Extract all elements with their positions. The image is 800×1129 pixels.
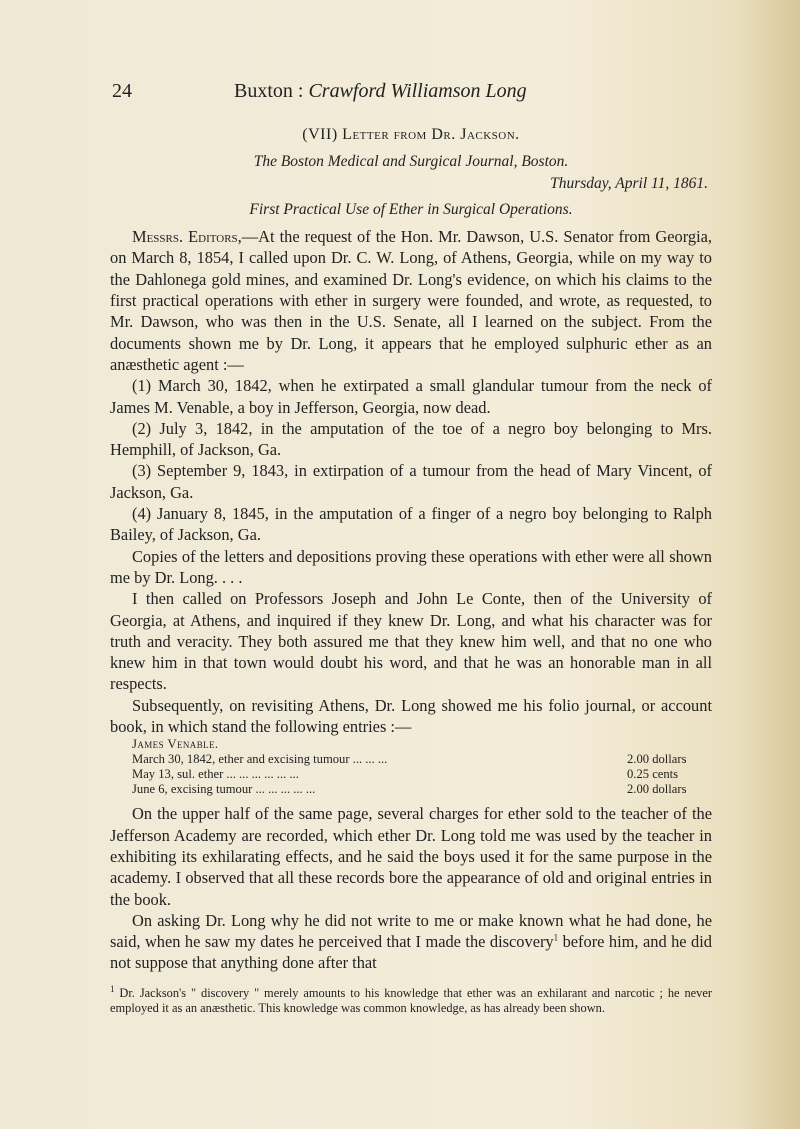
section-number: (VII) (302, 126, 338, 143)
paragraph (110, 910, 712, 974)
paragraph: (3) September 9, 1843, in extirpation of a tumour from the head of Mary Vincent, of Jackson, Ga. (110, 461, 712, 502)
paragraph: (4) January 8, 1845, in the amputation of a finger of a negro boy belonging to Ralph Bailey, of Jackson, Ga. (110, 504, 712, 545)
entry-amount: 2.00 dollars (627, 752, 687, 767)
paragraph: (2) July 3, 1842, in the amputation of the toe of a negro boy belonging to Mrs. Hemphill, of Jackson, Ga. (110, 418, 712, 460)
footnote-mark: 1 (110, 983, 115, 994)
account-entry (132, 782, 697, 797)
account-entry (132, 767, 697, 782)
paragraph: (1) March 30, 1842, when he extirpated a small glandular tumour from the neck of James M. Venable, a boy in Jefferson, Georgia, now dead. (110, 376, 712, 417)
page-number: 24 (112, 80, 132, 102)
footnote (110, 982, 712, 1017)
paragraph-text: On asking Dr. Long why he did not write to me or make known what he had done, he said, when he saw my dates he perceived that I made the discovery (110, 910, 712, 952)
account-book-entries (132, 737, 697, 797)
entry-amount: 2.00 dollars (627, 782, 687, 797)
entry-amount: 0.25 cents (627, 767, 679, 782)
running-head-title: Crawford Williamson Long (308, 80, 527, 102)
paragraph: Copies of the letters and depositions proving these operations with ether were all shown me by Dr. Long. . . . (110, 546, 712, 587)
entry-description: March 30, 1842, ether and excising tumour ... ... ... (132, 752, 388, 767)
paragraph: On the upper half of the same page, several charges for ether sold to the teacher of the Jefferson Academy are recorded, which ether Dr. Long told me was used by the teacher in exhibiting its exhilarating effects, and he said the boys used it for the same purpose in the academy. I observed that all these records bore the appearance of old and original entries in the book. (110, 804, 712, 909)
entry-description: May 13, sul. ether ... ... ... ... ... ... (132, 767, 299, 782)
footnote-text: Dr. Jackson's " discovery " merely amounts to his knowledge that ether was an exhilarant and narcotic ; he never employed it as an anæsthetic. This knowledge was common knowledge, as has already been shown. (110, 985, 712, 1016)
footnote-reference[interactable]: 1 (553, 932, 559, 943)
journal-name: The Boston Medical and Surgical Journal, Boston. (253, 153, 569, 171)
page-body (110, 124, 712, 1016)
section-title (110, 124, 712, 145)
salutation: Messrs. Editors, (132, 227, 242, 247)
paragraph: Subsequently, on revisiting Athens, Dr. Long showed me his folio journal, or account book, in which stand the following entries :— (110, 695, 712, 737)
running-header (112, 80, 712, 108)
section-heading: Letter from Dr. Jackson. (342, 126, 520, 143)
running-head (234, 80, 527, 103)
account-entry (132, 752, 697, 767)
paragraph (110, 226, 712, 375)
account-heading: James Venable. (132, 737, 219, 752)
dateline: Thursday, April 11, 1861. (550, 174, 708, 192)
article-subtitle: First Practical Use of Ether in Surgical Operations. (249, 200, 573, 218)
paragraph: I then called on Professors Joseph and John Le Conte, then of the University of Georgia, at Athens, and inquired if they knew Dr. Long, and what his character was for truth and veracity. They both assured me that they knew him well, and that no one who knew him in that town would doubt his word, and that he was an honorable man in all respects. (110, 589, 712, 694)
paragraph-text: —At the request of the Hon. Mr. Dawson, U.S. Senator from Georgia, on March 8, 1854, I called upon Dr. C. W. Long, of Athens, Georgia, while on my way to the Dahlonega gold mines, and examined Dr. Long's evidence, on which his claims to the first practical operations with ether in surgery were founded, and wrote, as requested, to Mr. Dawson, who was then in the U.S. Senate, all I learned on the subject. From the documents shown me by Dr. Long, it appears that he employed sulphuric ether as an anæsthetic agent :— (110, 227, 712, 374)
entry-description: June 6, excising tumour ... ... ... ... ... (132, 782, 316, 797)
paragraph-text: before him, and he did not suppose that anything done after that (110, 932, 712, 973)
running-head-author: Buxton : (234, 80, 304, 102)
